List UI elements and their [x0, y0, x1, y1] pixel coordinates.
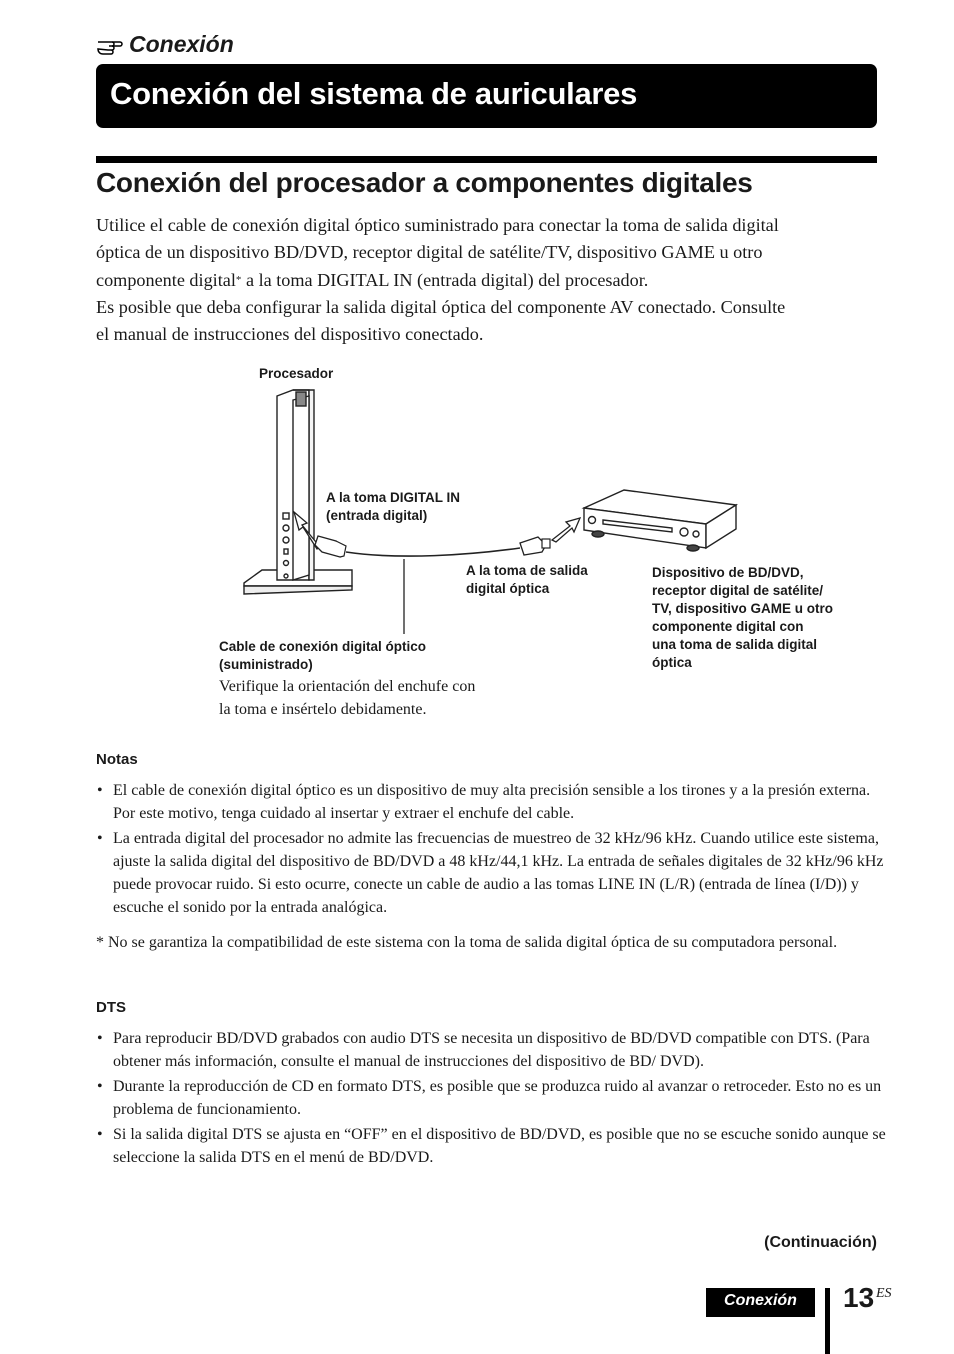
intro-line: óptica de un dispositivo BD/DVD, receptor digital de satélite/TV, dispositivo GAME u otro — [96, 242, 763, 263]
section-label-text: Conexión — [129, 31, 234, 57]
list-item: • La entrada digital del procesador no admite las frecuencias de muestreo de 32 kHz/96 kHz. Cuando utilice este sistema, ajuste la salida digital del dispositivo de BD/DVD a 48 kHz/44,1 kHz. La entrada de señales digitales de 32 kHz/96 kHz puede provocar ruido. Si esto ocurre, conecte un cable de audio a las tomas LINE IN (L/R) (entrada de línea (I/D)) y escuche el sonido por la entrada analógica. — [96, 828, 886, 920]
av-device-illustration — [584, 490, 736, 551]
intro-line: componente digital* a la toma DIGITAL IN (entrada digital) del procesador. — [96, 269, 649, 290]
cable-note: Verifique la orientación del enchufe con la toma e insértelo debidamente. — [219, 678, 476, 718]
notes-list — [96, 780, 886, 921]
page-number: 13 — [843, 1282, 875, 1313]
footnote-mark: * — [235, 273, 242, 286]
footer-divider — [825, 1288, 830, 1354]
list-item: • Para reproducir BD/DVD grabados con audio DTS se necesita un dispositivo de BD/DVD compatible con DTS. (Para obtener más información, consulte el manual de instrucciones del dispositivo de BD/ DVD). — [96, 1028, 886, 1074]
section-heading: Conexión del procesador a componentes digitales — [96, 167, 753, 198]
cable-label: Cable de conexión digital óptico (suministrado) — [219, 639, 427, 672]
list-item: • Durante la reproducción de CD en formato DTS, es posible que se produzca ruido al avanzar o retroceder. Esto no es un problema de funcionamiento. — [96, 1076, 886, 1122]
page-language-suffix: ES — [876, 1286, 892, 1301]
digital-in-label: A la toma DIGITAL IN (entrada digital) — [326, 490, 461, 523]
list-item: • El cable de conexión digital óptico es un dispositivo de muy alta precisión sensible a los tirones y a la presión externa. Por este motivo, tenga cuidado al insertar y extraer el enchufe del cable. — [96, 780, 886, 826]
intro-line: el manual de instrucciones del dispositivo conectado. — [96, 324, 484, 345]
optical-cable-illustration — [315, 536, 550, 557]
arrow-to-digital-out — [552, 518, 580, 542]
dts-list — [96, 1028, 886, 1171]
list-item: • Si la salida digital DTS se ajusta en “OFF” en el dispositivo de BD/DVD, es posible que no se escuche sonido aunque se seleccione la salida DTS en el menú de BD/DVD. — [96, 1124, 886, 1170]
intro-line: Es posible que deba configurar la salida digital óptica del componente AV conectado. Consulte — [96, 296, 786, 317]
page-title: Conexión del sistema de auriculares — [110, 76, 638, 111]
continued-label: (Continuación) — [764, 1234, 877, 1251]
digital-out-label: A la toma de salida digital óptica — [466, 563, 588, 596]
processor-label: Procesador — [259, 366, 334, 381]
intro-line: Utilice el cable de conexión digital óptico suministrado para conectar la toma de salida digital — [96, 215, 779, 235]
footnote: * No se garantiza la compatibilidad de este sistema con la toma de salida digital óptica de su computadora personal. — [96, 934, 838, 951]
footer-section-tab: Conexión — [706, 1288, 815, 1317]
av-device-label: Dispositivo de BD/DVD, receptor digital de satélite/ TV, dispositivo GAME u otro componente digital con una toma de salida digital óptica — [652, 565, 834, 670]
dts-heading: DTS — [96, 999, 126, 1016]
notes-heading: Notas — [96, 751, 138, 768]
